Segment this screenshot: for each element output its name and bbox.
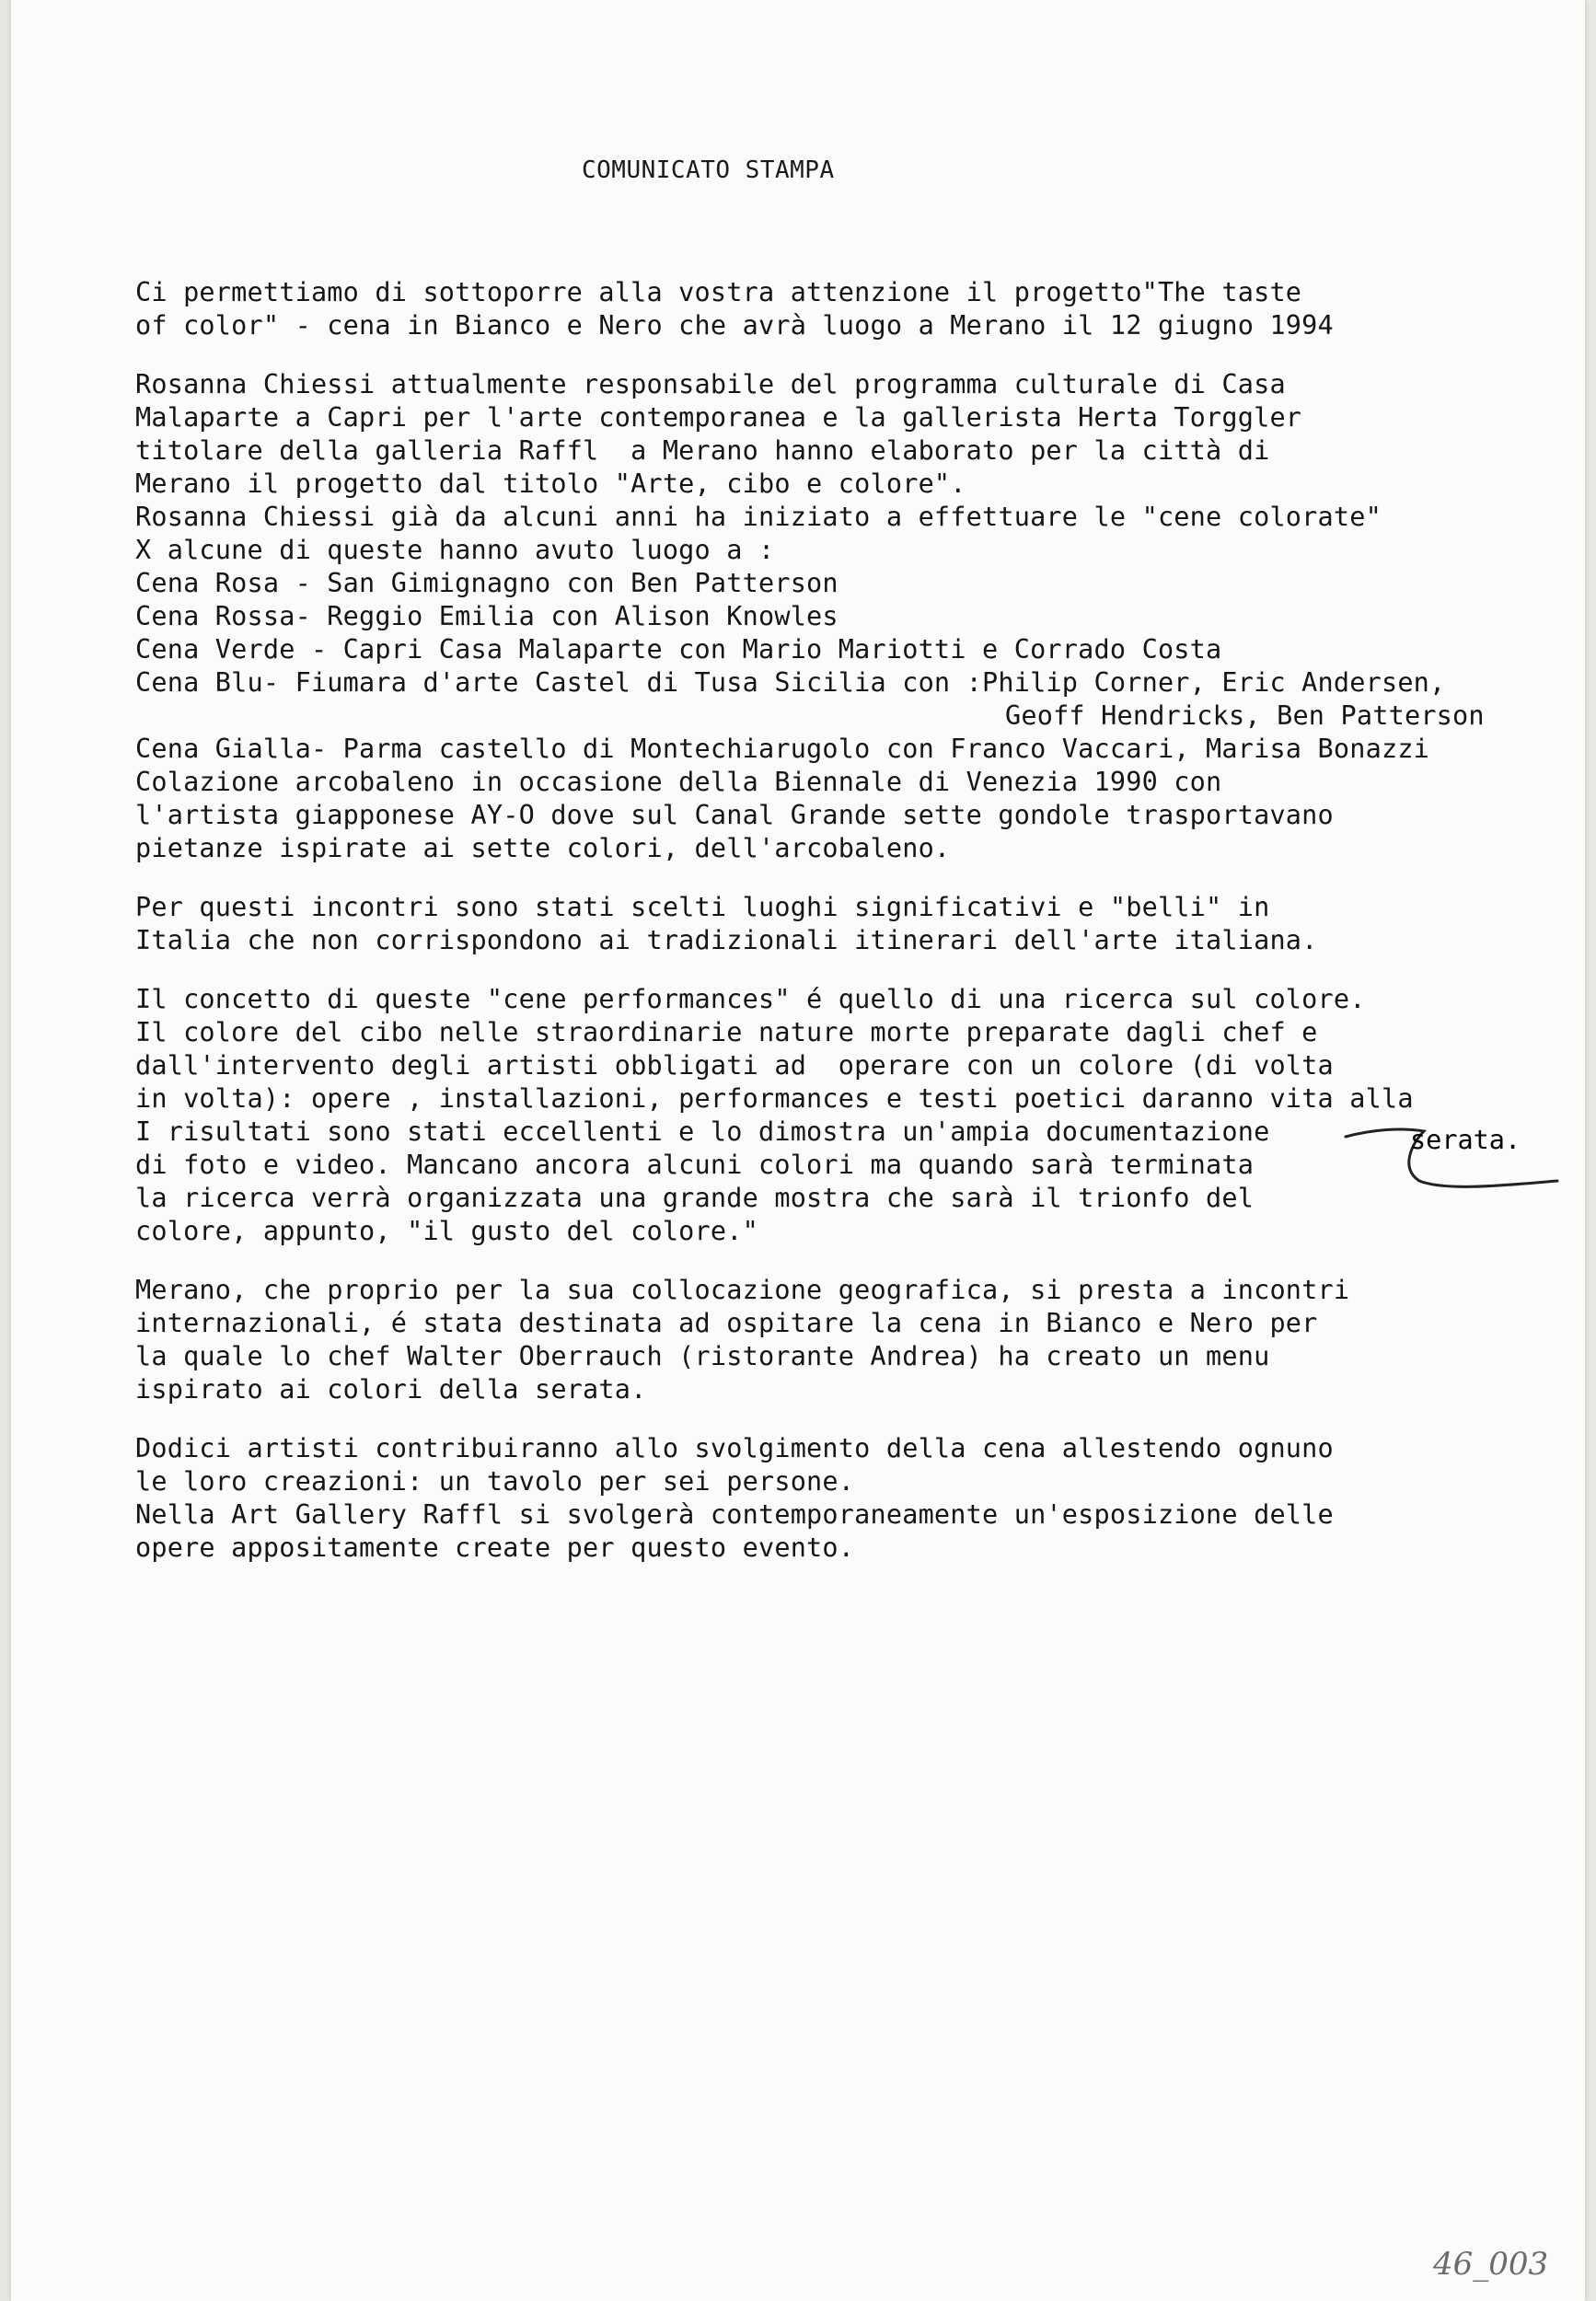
- paragraph-artisti: [135, 1432, 1516, 1565]
- text-line: internazionali, é stata destinata ad ospitare la cena in Bianco e Nero per: [135, 1308, 1318, 1338]
- text-line: titolare della galleria Raffl a Merano hanno elaborato per la città di: [135, 435, 1270, 466]
- text-line: Nella Art Gallery Raffl si svolgerà contemporaneamente un'esposizione delle: [135, 1499, 1334, 1530]
- text-line: opere appositamente create per questo evento.: [135, 1532, 855, 1563]
- text-line: Rosanna Chiessi già da alcuni anni ha iniziato a effettuare le "cene colorate": [135, 502, 1382, 532]
- text-line: le loro creazioni: un tavolo per sei persone.: [135, 1466, 855, 1497]
- document-body: [135, 276, 1516, 1590]
- text-line: ispirato ai colori della serata.: [135, 1374, 647, 1405]
- text-line: la ricerca verrà organizzata una grande mostra che sarà il trionfo del: [135, 1183, 1255, 1213]
- text-line: Per questi incontri sono stati scelti luoghi significativi e "belli" in: [135, 892, 1270, 922]
- paragraph-cene-list: [135, 368, 1516, 865]
- text-line: Cena Blu- Fiumara d'arte Castel di Tusa Sicilia con :Philip Corner, Eric Andersen,: [135, 667, 1446, 698]
- text-line: Il concetto di queste "cene performances" é quello di una ricerca sul colore.: [135, 984, 1366, 1014]
- text-line: Colazione arcobaleno in occasione della Biennale di Venezia 1990 con: [135, 767, 1222, 797]
- text-line: Merano, che proprio per la sua collocazione geografica, si presta a incontri: [135, 1275, 1350, 1305]
- text-line: Il colore del cibo nelle straordinarie nature morte preparate dagli chef e: [135, 1017, 1318, 1047]
- text-line: in volta): opere , installazioni, performances e testi poetici daranno vita alla: [135, 1083, 1414, 1114]
- text-line: Malaparte a Capri per l'arte contemporanea e la gallerista Herta Torggler: [135, 402, 1302, 433]
- text-line: l'artista giapponese AY-O dove sul Canal Grande sette gondole trasportavano: [135, 800, 1334, 830]
- paragraph-intro: [135, 276, 1516, 342]
- paragraph-concetto: [135, 983, 1516, 1248]
- text-line: Cena Rossa- Reggio Emilia con Alison Knowles: [135, 601, 838, 631]
- text-line: di foto e video. Mancano ancora alcuni colori ma quando sarà terminata: [135, 1150, 1255, 1180]
- text-line: Italia che non corrispondono ai tradizionali itinerari dell'arte italiana.: [135, 925, 1318, 955]
- text-line: la quale lo chef Walter Oberrauch (ristorante Andrea) ha creato un menu: [135, 1341, 1270, 1371]
- text-line: Ci permettiamo di sottoporre alla vostra attenzione il progetto"The taste: [135, 277, 1302, 307]
- text-line: Geoff Hendricks, Ben Patterson: [1005, 700, 1485, 731]
- text-line: Merano il progetto dal titolo "Arte, cibo e colore".: [135, 468, 966, 499]
- text-line: dall'intervento degli artisti obbligati ad operare con un colore (di volta: [135, 1050, 1334, 1081]
- text-line: Rosanna Chiessi attualmente responsabile del programma culturale di Casa: [135, 369, 1286, 399]
- paragraph-merano: [135, 1274, 1516, 1406]
- document-title: COMUNICATO STAMPA: [582, 156, 835, 184]
- text-line: X alcune di queste hanno avuto luogo a :: [135, 535, 775, 565]
- text-line: I risultati sono stati eccellenti e lo dimostra un'ampia documentazione: [135, 1116, 1270, 1147]
- text-line: Cena Rosa - San Gimignagno con Ben Patterson: [135, 568, 838, 598]
- side-note-serata: serata.: [1410, 1125, 1521, 1155]
- text-line: of color" - cena in Bianco e Nero che avrà luogo a Merano il 12 giugno 1994: [135, 310, 1334, 341]
- text-line: Dodici artisti contribuiranno allo svolgimento della cena allestendo ognuno: [135, 1433, 1334, 1463]
- text-line: Cena Verde - Capri Casa Malaparte con Mario Mariotti e Corrado Costa: [135, 634, 1222, 665]
- text-line: pietanze ispirate ai sette colori, dell'arcobaleno.: [135, 833, 951, 863]
- archive-number: 46_003: [1433, 2246, 1549, 2283]
- text-line: colore, appunto, "il gusto del colore.": [135, 1216, 758, 1246]
- document-page: [11, 0, 1585, 2301]
- paragraph-luoghi: [135, 891, 1516, 957]
- text-line: Cena Gialla- Parma castello di Montechiarugolo con Franco Vaccari, Marisa Bonazzi: [135, 734, 1430, 764]
